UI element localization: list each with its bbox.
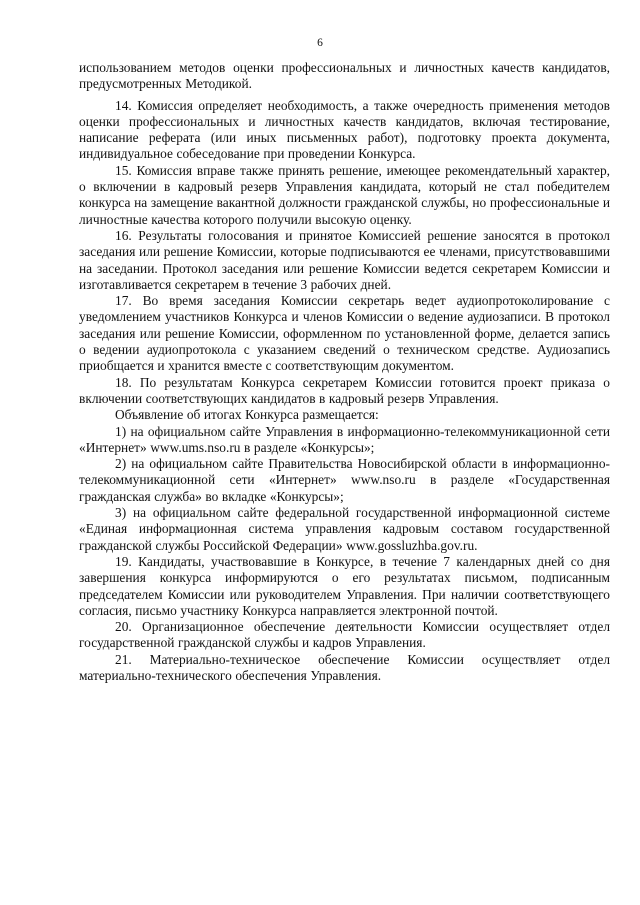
paragraph-20: 20. Организационное обеспечение деятельности Комиссии осуществляет отдел государственной гражданской службы и кадров Управления. — [79, 619, 610, 651]
document-body — [79, 60, 610, 684]
paragraph-continuation: использованием методов оценки профессиональных и личностных качеств кандидатов, предусмотренных Методикой. — [79, 60, 610, 92]
list-item-2: 2) на официальном сайте Правительства Новосибирской области в информационно-телекоммуникационной сети «Интернет» www.nso.ru в разделе «Государственная гражданская служба» во вкладке «Конкурсы»; — [79, 456, 610, 504]
list-item-3: 3) на официальном сайте федеральной государственной информационной системе «Единая информационная система управления кадровым составом государственной гражданской службы Российской Федерации» www.gossluzhba.gov.ru. — [79, 505, 610, 553]
paragraph-18: 18. По результатам Конкурса секретарем Комиссии готовится проект приказа о включении соответствующих кандидатов в кадровый резерв Управления. — [79, 374, 610, 406]
paragraph-21: 21. Материально-техническое обеспечение Комиссии осуществляет отдел материально-технического обеспечения Управления. — [79, 651, 610, 683]
paragraph-14: 14. Комиссия определяет необходимость, а также очередность применения методов оценки профессиональных и личностных качеств кандидатов, включая тестирование, написание реферата (или иных письменных работ), подготовку проекта документа, индивидуальное собеседование при проведении Конкурса. — [79, 97, 610, 162]
page-number: 6 — [317, 37, 323, 49]
paragraph-17: 17. Во время заседания Комиссии секретарь ведет аудиопротоколирование с уведомлением участников Конкурса и членов Комиссии о ведение аудиозаписи. В протокол заседания или решение Комиссии, оформленном по установленной форме, делается запись о ведении аудиопротокола с указанием сведений о техническом средстве. Аудиозапись приобщается и хранится вместе с соответствующим документом. — [79, 293, 610, 374]
paragraph-15: 15. Комиссия вправе также принять решение, имеющее рекомендательный характер, о включении в кадровый резерв Управления кандидата, который не стал победителем конкурса на замещение вакантной должности гражданской службы, но профессиональные и личностные качества которого получили высокую оценку. — [79, 162, 610, 227]
paragraph-announcement-intro: Объявление об итогах Конкурса размещается: — [115, 407, 379, 423]
paragraph-16: 16. Результаты голосования и принятое Комиссией решение заносятся в протокол заседания или решение Комиссии, которые подписываются ее членами, присутствовавшими на заседании. Протокол заседания или решение Комиссии ведется секретарем Комиссии и изготавливается секретарем в течение 3 рабочих дней. — [79, 227, 610, 292]
paragraph-19: 19. Кандидаты, участвовавшие в Конкурсе, в течение 7 календарных дней со дня завершения конкурса информируются о его результатах письмом, подписанным председателем Комиссии или руководителем Управления. При наличии соответствующего согласия, письмо участнику Конкурса направляется электронной почтой. — [79, 553, 610, 618]
list-item-1: 1) на официальном сайте Управления в информационно-телекоммуникационной сети «Интернет» www.ums.nso.ru в разделе «Конкурсы»; — [79, 423, 610, 455]
